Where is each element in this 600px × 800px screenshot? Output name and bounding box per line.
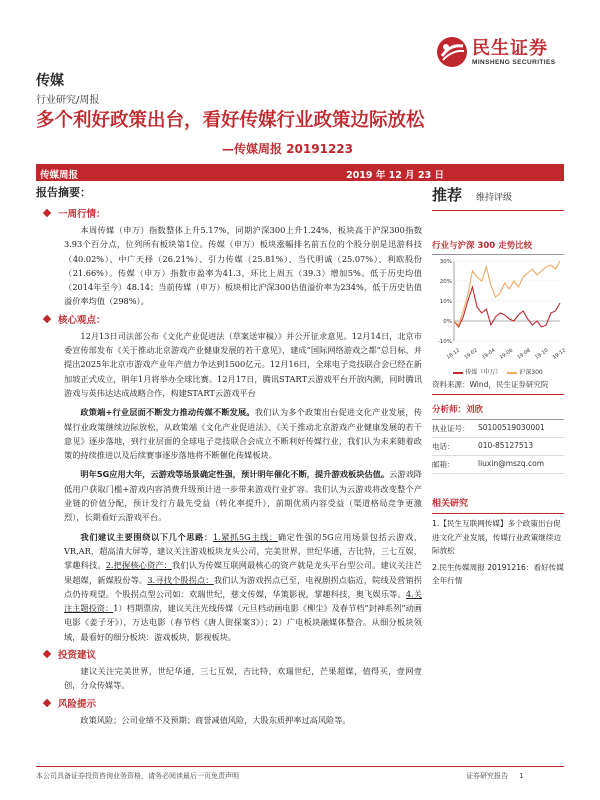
core-paragraph-policy — [36, 405, 422, 462]
section-risk-label: 风险提示 — [58, 698, 97, 710]
rating-label: 推荐 — [432, 186, 463, 204]
y-tick-label: -10% — [437, 339, 452, 345]
idea-4-label: 4.关注主题投资： — [64, 588, 422, 614]
page-number: 1 — [519, 772, 524, 780]
diamond-bullet-icon — [43, 315, 51, 323]
summary-title: 报告摘要： — [36, 186, 91, 199]
weekly-paragraph: 本周传媒（申万）指数整体上升5.17%，同期沪深300上升1.24%，板块高于沪深300指数3.93个百分点，位列所有板块第1位。传媒（申万）板块涨幅排名前五位的个股分别是迅游科技（40.02%）、中广天择（26.21%）、引力传媒（25.81%）、当代明诚（25.07%）、利欧股份（21.66%）。传媒（申万）指数市盈率为41.3，环比上周五（39.3）增加5%。低于历史均值（2014年至今）48.14；当前传媒（申万）板块相比沪深300估值溢价率为234%，低于历史估值溢价率均值（298%）。 — [64, 225, 422, 307]
related-item[interactable]: 2.民生传媒周报 20191216：看好传媒全年行情 — [432, 562, 564, 585]
idea-2-label: 2.把握核心资产： — [105, 560, 173, 571]
report-header — [0, 0, 600, 160]
idea-3-text: 我们认为游戏拐点已至，电视剧拐点临近，院线及营销拐点仍待观望。个股拐点型公司如：欢瑞世纪，慈文传媒，华策影视，掌趣科技，奥飞娱乐等。 — [64, 574, 422, 599]
chart-legend — [432, 367, 564, 376]
footer-doc-type: 证券研究报告 — [466, 772, 508, 780]
risk-paragraph: 政策风险；公司业绩不及预期；商誉减值风险，大股东质押率过高风险等。 — [80, 714, 351, 725]
analyst-row-email — [432, 456, 564, 474]
section-weekly — [36, 206, 422, 220]
idea-2-text: 我们认为传媒互联网最核心的资产就是龙头平台型公司。建议关注芒果超媒，新媒股份等。 — [64, 560, 422, 585]
report-type-label: 传媒周报 — [40, 170, 79, 181]
logo-cn-text: 民生证券 — [472, 37, 548, 59]
summary-column — [36, 184, 422, 727]
section-invest-label: 投资建议 — [58, 650, 97, 662]
y-tick-label: 10% — [439, 299, 452, 305]
minsheng-logo — [436, 36, 555, 68]
related-title: 相关研究 — [432, 496, 564, 514]
sidebar-column — [432, 184, 568, 588]
policy-text: 我们认为多个政策出台促进文化产业发展，传媒行业政策继续边际放松，从政策端《文化产业促进法》、《关于推动北京游戏产业健康发展的若干意见》逐步落地，到行业层面的全球电子竞技联合会成立不断利好传媒行业，我们认为未来随着政策的持续推进以及后续赛事逐步落地将不断催化传媒板块。 — [64, 407, 422, 461]
report-type-bar — [36, 164, 564, 181]
minsheng-logo-icon — [436, 36, 468, 68]
y-tick-label: 30% — [439, 259, 452, 265]
y-tick-label: 0% — [443, 319, 452, 325]
industry-label: 传媒 — [36, 73, 64, 89]
analyst-key: 电话： — [432, 442, 455, 451]
idea-3-label: 3.寻找个股拐点： — [147, 574, 214, 585]
logo-en-text: MINSHENG SECURITIES — [472, 58, 556, 66]
section-risk — [36, 696, 422, 710]
section-weekly-label: 一周行情： — [58, 209, 106, 220]
idea-1-text: 确定性强的5G应用场景包括云游戏，VR,AR，超高清大屏等，建议关注游戏板块龙头公司，完美世界，世纪华通，吉比特，三七互娱，掌趣科技。 — [64, 531, 423, 571]
x-tick-label: 19-10 — [534, 347, 550, 361]
section-invest — [36, 647, 422, 661]
trend-chart-svg — [432, 255, 568, 361]
rating-value: 维持评级 — [476, 193, 513, 203]
chart-source: 资料来源：Wind，民生证券研究院 — [432, 379, 564, 395]
analyst-title: 分析师：刘欣 — [432, 403, 564, 420]
analyst-key: 邮箱： — [432, 460, 455, 469]
trend-chart — [432, 255, 568, 376]
analyst-row-license — [432, 420, 564, 438]
y-tick-label: 20% — [439, 279, 452, 285]
chart-title: 行业与沪深 300 走势比较 — [432, 239, 564, 255]
analyst-key: 执业证号： — [432, 424, 470, 433]
ideas-highlight: 我们建议主要围绕以下几个思路： — [80, 531, 213, 542]
invest-paragraph: 建议关注完美世界，世纪华通，三七互娱，吉比特，欢瑞世纪，芒果超媒，值得买，壹网壹创，分众传媒等。 — [64, 666, 422, 691]
report-title: 多个利好政策出台，看好传媒行业政策边际放松 — [36, 110, 425, 131]
report-subtitle: —传媒周报 20191223 — [222, 142, 353, 156]
legend-item-hs300: 沪深300 — [507, 367, 542, 376]
rating-row — [432, 184, 564, 211]
report-category: 行业研究/周报 — [36, 95, 100, 106]
footer-disclaimer: 本公司具备证券投资咨询业务资格，请务必阅读最后一页免责声明 — [36, 772, 239, 780]
5g-text: 云游戏降低用户获取门槛+游戏内容消费升级预计进一步带来游戏行业扩容。我们认为云游戏将改变整个产业链的价值分配，预计发行方最先受益（转化率提升），前期优质内容受益（渠道格局竞争更激烈），长期看好云游戏平台。 — [64, 469, 422, 523]
footer-divider — [36, 766, 564, 767]
idea-4-text: 1）档期票房，建议关注光线传媒（元旦档动画电影《柳尘》及春节档“封神系列”动画电影《姜子牙》），万达电影（春节档《唐人街探案3》）；2）广电板块融媒体整合。从细分板块领域，最看好的细分板块：游戏板块，影视板块。 — [64, 603, 422, 642]
analyst-value: 010-85127513 — [478, 441, 534, 450]
diamond-bullet-icon — [43, 698, 51, 706]
x-tick-label: 19-02 — [463, 347, 479, 361]
x-tick-label: 19-04 — [481, 347, 497, 361]
diamond-bullet-icon — [43, 650, 51, 658]
footer-right — [466, 771, 524, 781]
core-paragraph-ideas — [36, 530, 422, 644]
section-core-label: 核心观点： — [58, 314, 106, 326]
x-tick-label: 19-08 — [516, 347, 532, 361]
policy-highlight: 政策端+行业层面不断发力推动传媒不断发展。 — [80, 407, 255, 418]
analyst-value: S0100519030001 — [478, 423, 545, 432]
analyst-value: liuxin@mszq.com — [478, 459, 545, 468]
legend-item-media: 传媒（申万） — [453, 367, 501, 376]
analyst-row-phone — [432, 438, 564, 456]
idea-1-label: 1.紧抓5G主线： — [212, 531, 278, 542]
core-paragraph-5g — [36, 467, 422, 524]
related-item[interactable]: 1.【民生互联网传媒】多个政策出台促进文化产业发展，传媒行业政策继续边际放松 — [432, 519, 562, 555]
section-core — [36, 312, 422, 326]
x-tick-label: 19-06 — [498, 347, 515, 361]
x-tick-label: 18-12 — [445, 347, 462, 361]
diamond-bullet-icon — [43, 209, 51, 217]
core-paragraph-news: 12月13日司法部公布《文化产业促进法（草案送审稿）》并公开征求意见。12月14日，北京市委宣传部发布《关于推动北京游戏产业健康发展的若干意见》，建成“国际网络游戏之都”总目标，并提出2025年北京市游戏产业年产值力争达到1500亿元。12月16日，全球电子竞技联合会已经在新加坡正式成立，明年1月将举办全球比赛。12月17日，腾讯START云游戏平台开放内测，同时腾讯游戏与英伟达达成战略合作，构建START云游戏平台 — [64, 330, 422, 398]
5g-highlight: 明年5G应用大年，云游戏等场景确定性强，预计明年催化不断，提升游戏板块估值。 — [80, 469, 390, 480]
report-date: 2019 年 12 月 23 日 — [346, 170, 444, 181]
x-tick-label: 19-12 — [551, 347, 568, 361]
